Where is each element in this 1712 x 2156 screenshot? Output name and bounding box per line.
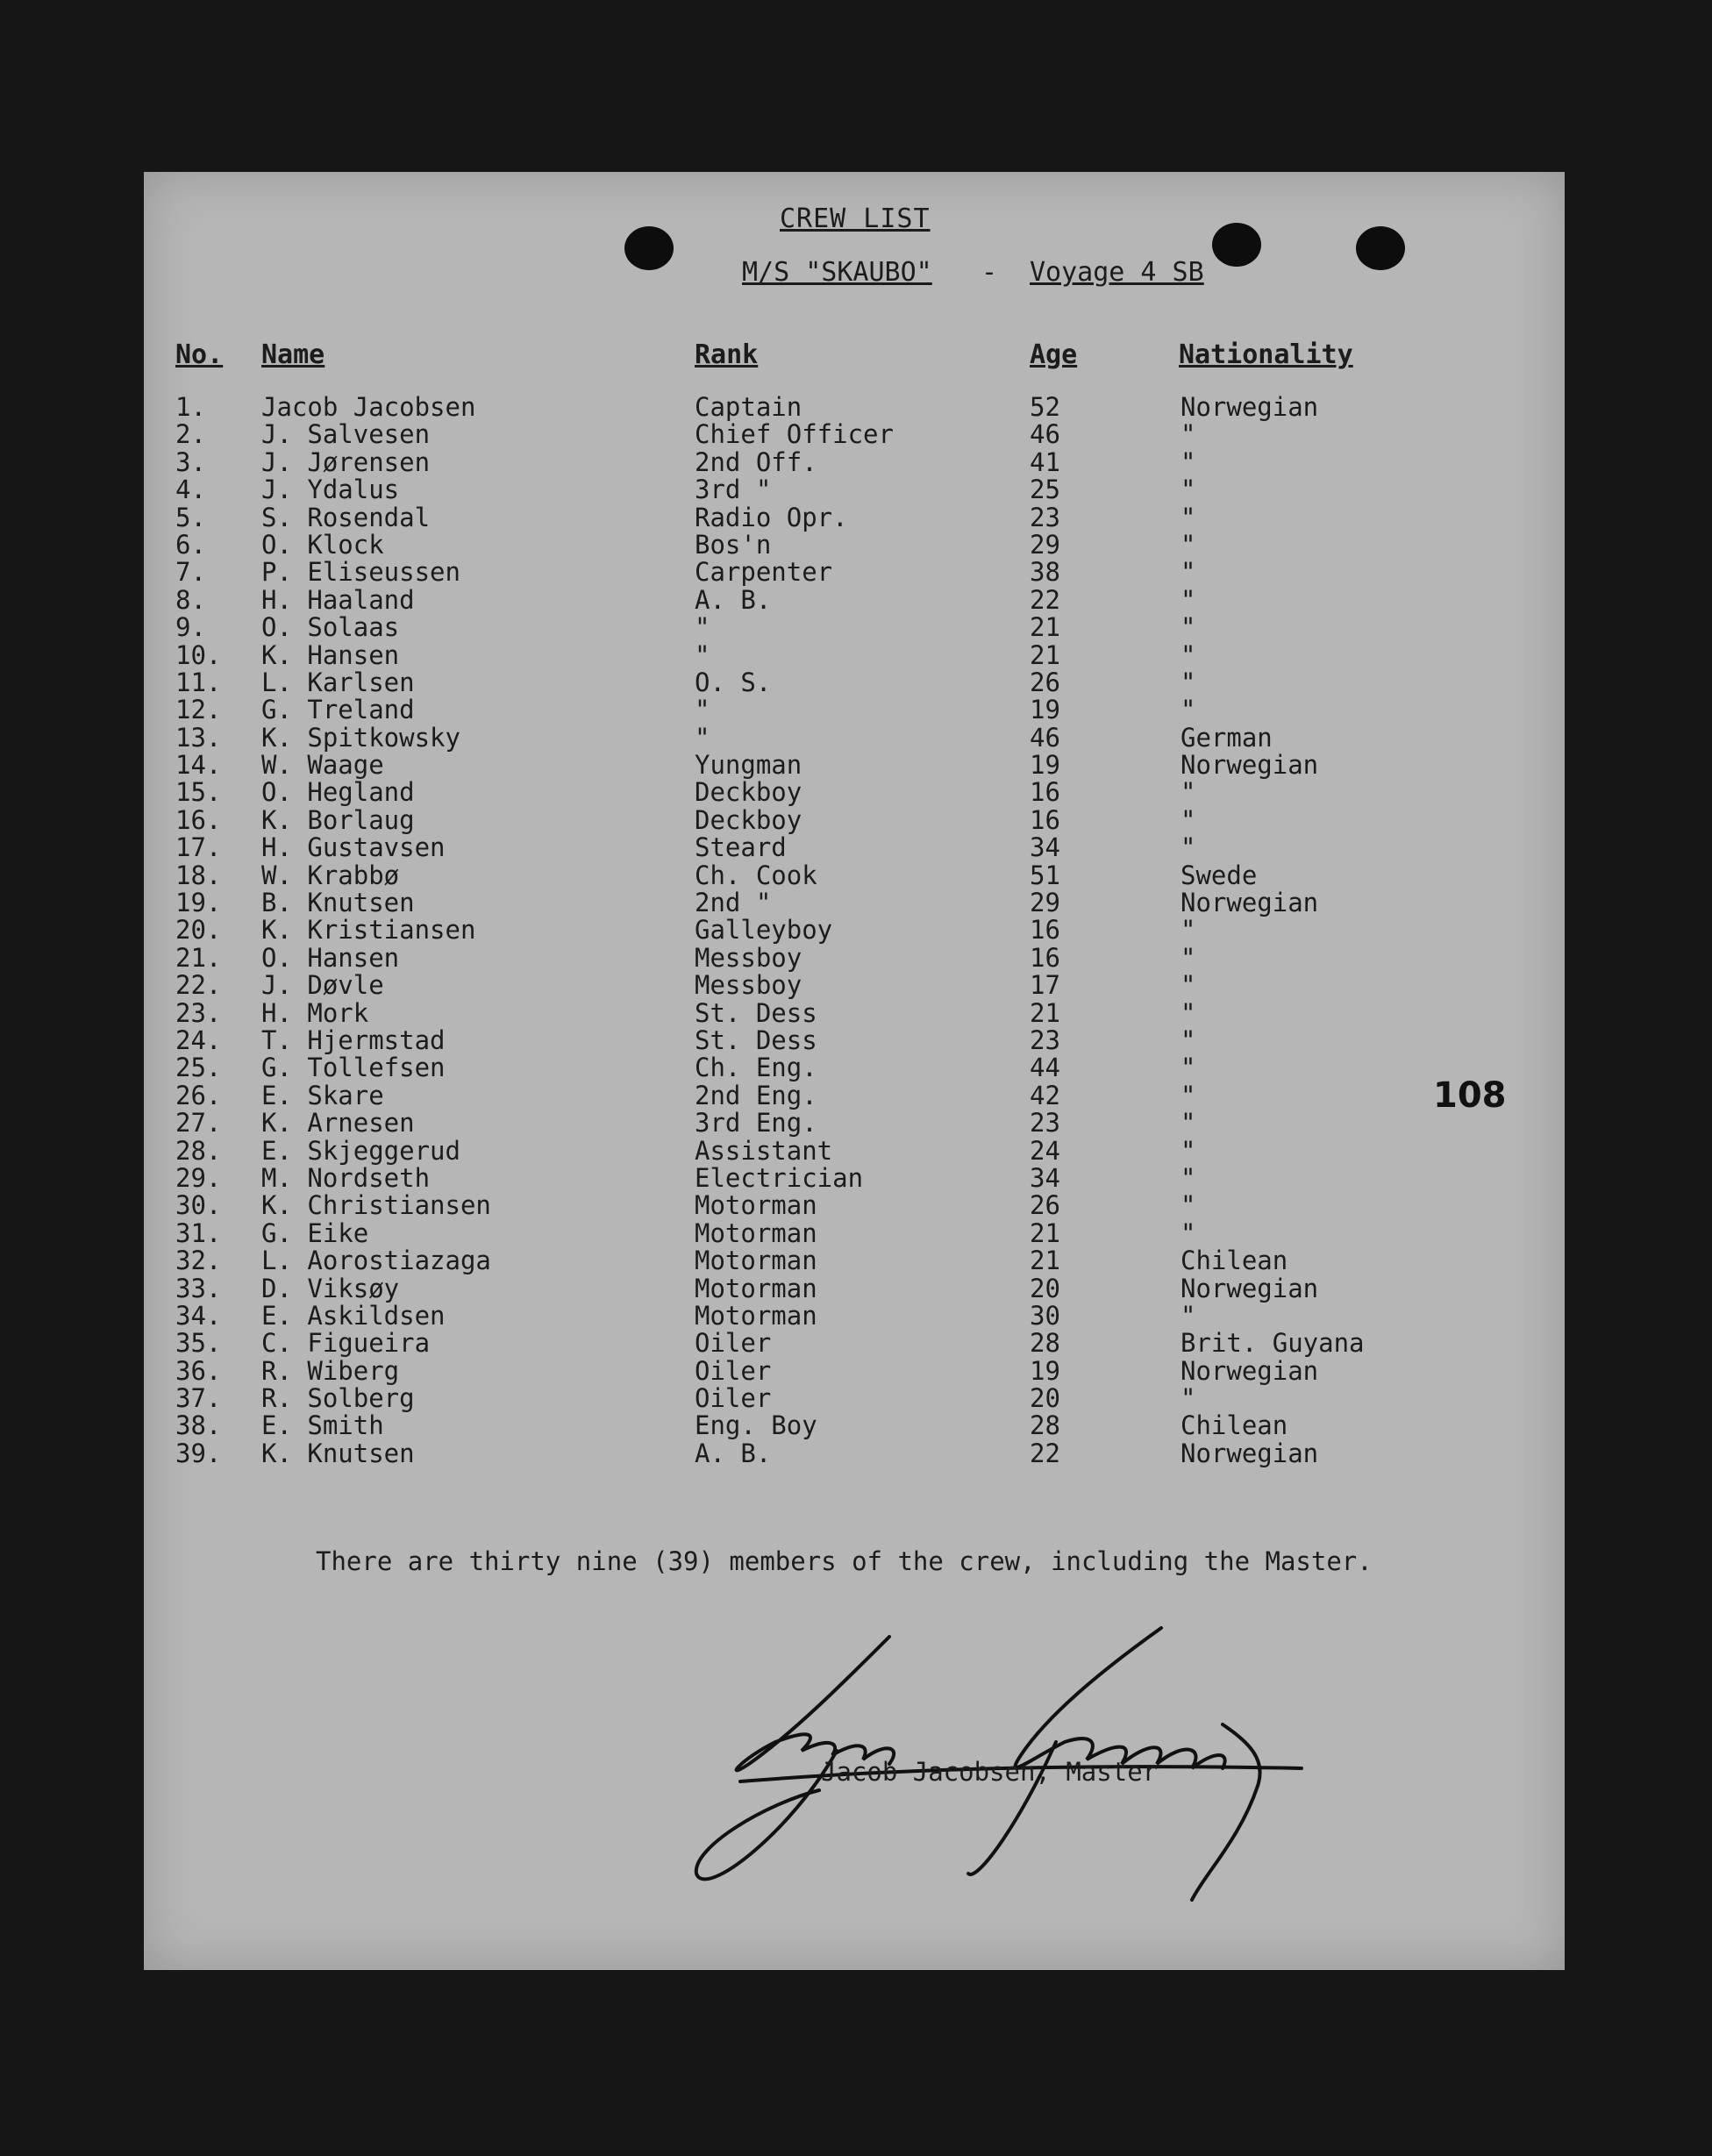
crew-number: 31.: [175, 1217, 222, 1248]
crew-nationality: ": [1181, 1383, 1196, 1414]
crew-age: 16: [1030, 777, 1060, 808]
crew-rank: ": [695, 612, 710, 643]
table-row: [144, 777, 1565, 808]
crew-age: 23: [1030, 502, 1060, 532]
crew-rank: Motorman: [695, 1190, 817, 1221]
crew-rank: ": [695, 639, 710, 670]
crew-age: 21: [1030, 639, 1060, 670]
crew-rank: Deckboy: [695, 804, 802, 835]
crew-rank: Chief Officer: [695, 419, 894, 450]
crew-rank: Messboy: [695, 970, 802, 1001]
punch-hole: [1212, 223, 1261, 267]
crew-name: K. Hansen: [261, 639, 400, 670]
table-row: [144, 1328, 1565, 1359]
crew-age: 28: [1030, 1328, 1060, 1359]
crew-name: J. Ydalus: [261, 475, 400, 505]
crew-name: K. Christiansen: [261, 1190, 491, 1221]
crew-age: 26: [1030, 667, 1060, 697]
crew-number: 6.: [175, 529, 206, 560]
crew-nationality: ": [1181, 804, 1196, 835]
crew-number: 20.: [175, 915, 222, 946]
crew-rank: Bos'n: [695, 529, 772, 560]
crew-age: 30: [1030, 1300, 1060, 1331]
crew-name: H. Gustavsen: [261, 832, 446, 863]
crew-rank: 2nd ": [695, 888, 772, 918]
crew-name: R. Solberg: [261, 1383, 415, 1414]
crew-nationality: ": [1181, 1024, 1196, 1055]
crew-age: 21: [1030, 1217, 1060, 1248]
crew-name: T. Hjermstad: [261, 1024, 446, 1055]
crew-name: H. Haaland: [261, 584, 415, 615]
table-row: [144, 888, 1565, 918]
crew-nationality: ": [1181, 695, 1196, 725]
crew-nationality: Brit. Guyana: [1181, 1328, 1365, 1359]
crew-age: 23: [1030, 1024, 1060, 1055]
punch-hole: [624, 226, 674, 270]
table-row: [144, 557, 1565, 588]
crew-number: 27.: [175, 1108, 222, 1139]
crew-age: 20: [1030, 1273, 1060, 1303]
crew-age: 21: [1030, 1246, 1060, 1276]
crew-name: W. Krabbø: [261, 860, 400, 890]
crew-age: 24: [1030, 1135, 1060, 1166]
table-row: [144, 750, 1565, 781]
crew-age: 29: [1030, 888, 1060, 918]
table-row: [144, 860, 1565, 888]
table-row: [144, 1135, 1565, 1166]
crew-nationality: Norwegian: [1181, 392, 1319, 422]
column-header-age: Age: [1030, 339, 1078, 370]
crew-age: 25: [1030, 475, 1060, 505]
crew-table: [144, 392, 1565, 1466]
crew-rank: Oiler: [695, 1383, 772, 1414]
crew-nationality: ": [1181, 419, 1196, 450]
crew-rank: 2nd Off.: [695, 446, 817, 477]
crew-name: K. Arnesen: [261, 1108, 415, 1139]
crew-name: B. Knutsen: [261, 888, 415, 918]
crew-nationality: ": [1181, 1080, 1196, 1110]
column-header-rank: Rank: [695, 339, 759, 370]
crew-number: 24.: [175, 1024, 222, 1055]
crew-age: 52: [1030, 392, 1060, 422]
crew-rank: O. S.: [695, 667, 772, 697]
crew-nationality: ": [1181, 942, 1196, 973]
crew-number: 25.: [175, 1053, 222, 1083]
table-row: [144, 392, 1565, 422]
crew-nationality: ": [1181, 777, 1196, 808]
table-row: [144, 915, 1565, 946]
crew-number: 36.: [175, 1355, 222, 1386]
crew-nationality: Norwegian: [1181, 888, 1319, 918]
crew-number: 39.: [175, 1438, 222, 1468]
crew-nationality: German: [1181, 722, 1273, 753]
crew-age: 46: [1030, 419, 1060, 450]
crew-age: 19: [1030, 750, 1060, 781]
crew-rank: Oiler: [695, 1355, 772, 1386]
crew-rank: 3rd Eng.: [695, 1108, 817, 1139]
crew-number: 9.: [175, 612, 206, 643]
crew-rank: Motorman: [695, 1217, 817, 1248]
crew-number: 14.: [175, 750, 222, 781]
crew-name: Jacob Jacobsen: [261, 392, 476, 422]
crew-number: 34.: [175, 1300, 222, 1331]
crew-name: J. Døvle: [261, 970, 384, 1001]
table-row: [144, 640, 1565, 668]
crew-number: 4.: [175, 475, 206, 505]
crew-nationality: ": [1181, 832, 1196, 863]
crew-nationality: Norwegian: [1181, 1355, 1319, 1386]
table-row: [144, 997, 1565, 1028]
crew-name: S. Rosendal: [261, 502, 431, 532]
table-row: [144, 1108, 1565, 1139]
table-row: [144, 668, 1565, 695]
table-row: [144, 447, 1565, 475]
header-separator: -: [981, 257, 998, 288]
crew-number: 28.: [175, 1135, 222, 1166]
crew-name: C. Figueira: [261, 1328, 431, 1359]
table-row: [144, 1190, 1565, 1221]
crew-age: 26: [1030, 1190, 1060, 1221]
crew-name: G. Eike: [261, 1217, 369, 1248]
crew-rank: Captain: [695, 392, 802, 422]
crew-rank: A. B.: [695, 1438, 772, 1468]
crew-number: 5.: [175, 502, 206, 532]
crew-rank: Ch. Cook: [695, 860, 817, 890]
crew-nationality: ": [1181, 970, 1196, 1001]
signatory-name: Jacob Jacobsen, Master: [821, 1757, 1159, 1787]
crew-nationality: ": [1181, 446, 1196, 477]
column-header-nationality: Nationality: [1179, 339, 1353, 370]
crew-name: M. Nordseth: [261, 1162, 431, 1193]
table-row: [144, 529, 1565, 560]
crew-rank: St. Dess: [695, 1024, 817, 1055]
crew-age: 38: [1030, 557, 1060, 588]
table-row: [144, 804, 1565, 835]
crew-number: 29.: [175, 1162, 222, 1193]
crew-nationality: ": [1181, 502, 1196, 532]
crew-nationality: Norwegian: [1181, 1273, 1319, 1303]
page-number: 108: [1433, 1075, 1507, 1116]
crew-rank: Motorman: [695, 1300, 817, 1331]
crew-nationality: ": [1181, 915, 1196, 946]
crew-age: 23: [1030, 1108, 1060, 1139]
column-header-no: No.: [175, 339, 224, 370]
ship-name: M/S "SKAUBO": [742, 257, 932, 288]
crew-rank: Galleyboy: [695, 915, 833, 946]
crew-nationality: ": [1181, 1300, 1196, 1331]
table-row: [144, 832, 1565, 863]
crew-nationality: ": [1181, 1135, 1196, 1166]
crew-age: 21: [1030, 997, 1060, 1028]
crew-name: G. Treland: [261, 695, 415, 725]
crew-nationality: ": [1181, 1108, 1196, 1139]
table-row: [144, 612, 1565, 643]
crew-nationality: ": [1181, 1190, 1196, 1221]
punch-hole: [1356, 226, 1405, 270]
crew-name: E. Skjeggerud: [261, 1135, 460, 1166]
crew-number: 30.: [175, 1190, 222, 1221]
crew-rank: Messboy: [695, 942, 802, 973]
table-row: [144, 1274, 1565, 1301]
table-row: [144, 475, 1565, 505]
crew-count-statement: There are thirty nine (39) members of the crew, including the Master.: [316, 1546, 1373, 1576]
crew-rank: St. Dess: [695, 997, 817, 1028]
table-row: [144, 1162, 1565, 1193]
crew-number: 37.: [175, 1383, 222, 1414]
crew-name: O. Klock: [261, 529, 384, 560]
crew-age: 44: [1030, 1053, 1060, 1083]
crew-age: 46: [1030, 722, 1060, 753]
crew-nationality: ": [1181, 612, 1196, 643]
table-row: [144, 1439, 1565, 1466]
crew-number: 21.: [175, 942, 222, 973]
crew-number: 18.: [175, 860, 222, 890]
crew-number: 1.: [175, 392, 206, 422]
crew-nationality: ": [1181, 584, 1196, 615]
table-row: [144, 1300, 1565, 1331]
crew-nationality: Norwegian: [1181, 750, 1319, 781]
column-header-name: Name: [261, 339, 325, 370]
crew-age: 21: [1030, 612, 1060, 643]
crew-nationality: ": [1181, 667, 1196, 697]
crew-nationality: ": [1181, 997, 1196, 1028]
table-row: [144, 1410, 1565, 1441]
crew-name: E. Smith: [261, 1410, 384, 1441]
crew-name: O. Hansen: [261, 942, 400, 973]
crew-name: J. Salvesen: [261, 419, 431, 450]
crew-name: D. Viksøy: [261, 1273, 400, 1303]
document-title: CREW LIST: [780, 203, 931, 234]
crew-name: G. Tollefsen: [261, 1053, 446, 1083]
crew-nationality: Chilean: [1181, 1246, 1288, 1276]
crew-number: 8.: [175, 584, 206, 615]
crew-age: 29: [1030, 529, 1060, 560]
crew-nationality: ": [1181, 1217, 1196, 1248]
crew-age: 16: [1030, 804, 1060, 835]
crew-name: R. Wiberg: [261, 1355, 400, 1386]
crew-nationality: ": [1181, 1053, 1196, 1083]
crew-number: 19.: [175, 888, 222, 918]
crew-name: K. Kristiansen: [261, 915, 476, 946]
crew-number: 26.: [175, 1080, 222, 1110]
crew-name: K. Knutsen: [261, 1438, 415, 1468]
crew-number: 2.: [175, 419, 206, 450]
crew-nationality: ": [1181, 1162, 1196, 1193]
crew-number: 22.: [175, 970, 222, 1001]
crew-age: 42: [1030, 1080, 1060, 1110]
crew-age: 34: [1030, 1162, 1060, 1193]
crew-name: J. Jørensen: [261, 446, 431, 477]
crew-number: 35.: [175, 1328, 222, 1359]
crew-nationality: ": [1181, 639, 1196, 670]
crew-rank: Motorman: [695, 1273, 817, 1303]
crew-rank: Assistant: [695, 1135, 833, 1166]
crew-number: 3.: [175, 446, 206, 477]
crew-age: 22: [1030, 1438, 1060, 1468]
crew-number: 17.: [175, 832, 222, 863]
crew-name: O. Hegland: [261, 777, 415, 808]
table-row: [144, 1218, 1565, 1246]
crew-age: 19: [1030, 1355, 1060, 1386]
table-row: [144, 1246, 1565, 1276]
crew-name: O. Solaas: [261, 612, 400, 643]
crew-rank: ": [695, 722, 710, 753]
crew-rank: Ch. Eng.: [695, 1053, 817, 1083]
crew-nationality: Swede: [1181, 860, 1258, 890]
crew-rank: 2nd Eng.: [695, 1080, 817, 1110]
crew-number: 33.: [175, 1273, 222, 1303]
crew-rank: Yungman: [695, 750, 802, 781]
table-row: [144, 584, 1565, 615]
crew-name: L. Karlsen: [261, 667, 415, 697]
crew-rank: ": [695, 695, 710, 725]
crew-name: K. Spitkowsky: [261, 722, 460, 753]
crew-number: 10.: [175, 639, 222, 670]
table-row: [144, 1355, 1565, 1386]
crew-number: 7.: [175, 557, 206, 588]
crew-number: 38.: [175, 1410, 222, 1441]
crew-nationality: Chilean: [1181, 1410, 1288, 1441]
crew-number: 12.: [175, 695, 222, 725]
crew-rank: Oiler: [695, 1328, 772, 1359]
crew-rank: Steard: [695, 832, 787, 863]
crew-nationality: ": [1181, 475, 1196, 505]
table-row: [144, 722, 1565, 753]
crew-name: L. Aorostiazaga: [261, 1246, 491, 1276]
crew-rank: Electrician: [695, 1162, 864, 1193]
table-row: [144, 503, 1565, 530]
crew-number: 32.: [175, 1246, 222, 1276]
table-row: [144, 1081, 1565, 1108]
crew-number: 11.: [175, 667, 222, 697]
crew-name: W. Waage: [261, 750, 384, 781]
crew-nationality: ": [1181, 529, 1196, 560]
table-row: [144, 970, 1565, 1001]
crew-name: K. Borlaug: [261, 804, 415, 835]
crew-rank: A. B.: [695, 584, 772, 615]
table-row: [144, 1383, 1565, 1414]
crew-number: 16.: [175, 804, 222, 835]
crew-list-page: [144, 172, 1565, 1970]
table-row: [144, 1053, 1565, 1083]
crew-age: 22: [1030, 584, 1060, 615]
crew-rank: Eng. Boy: [695, 1410, 817, 1441]
crew-name: E. Askildsen: [261, 1300, 446, 1331]
crew-nationality: ": [1181, 557, 1196, 588]
crew-age: 20: [1030, 1383, 1060, 1414]
crew-rank: 3rd ": [695, 475, 772, 505]
table-row: [144, 695, 1565, 725]
crew-name: P. Eliseussen: [261, 557, 460, 588]
crew-number: 23.: [175, 997, 222, 1028]
voyage-label: Voyage 4 SB: [1030, 257, 1204, 288]
crew-age: 17: [1030, 970, 1060, 1001]
crew-rank: Radio Opr.: [695, 502, 848, 532]
crew-number: 13.: [175, 722, 222, 753]
table-row: [144, 419, 1565, 450]
crew-age: 41: [1030, 446, 1060, 477]
crew-rank: Carpenter: [695, 557, 833, 588]
table-row: [144, 1025, 1565, 1053]
crew-age: 19: [1030, 695, 1060, 725]
crew-age: 16: [1030, 942, 1060, 973]
crew-name: E. Skare: [261, 1080, 384, 1110]
crew-number: 15.: [175, 777, 222, 808]
crew-rank: Deckboy: [695, 777, 802, 808]
table-row: [144, 942, 1565, 973]
crew-age: 34: [1030, 832, 1060, 863]
crew-rank: Motorman: [695, 1246, 817, 1276]
crew-age: 28: [1030, 1410, 1060, 1441]
crew-name: H. Mork: [261, 997, 369, 1028]
crew-nationality: Norwegian: [1181, 1438, 1319, 1468]
crew-age: 51: [1030, 860, 1060, 890]
crew-age: 16: [1030, 915, 1060, 946]
